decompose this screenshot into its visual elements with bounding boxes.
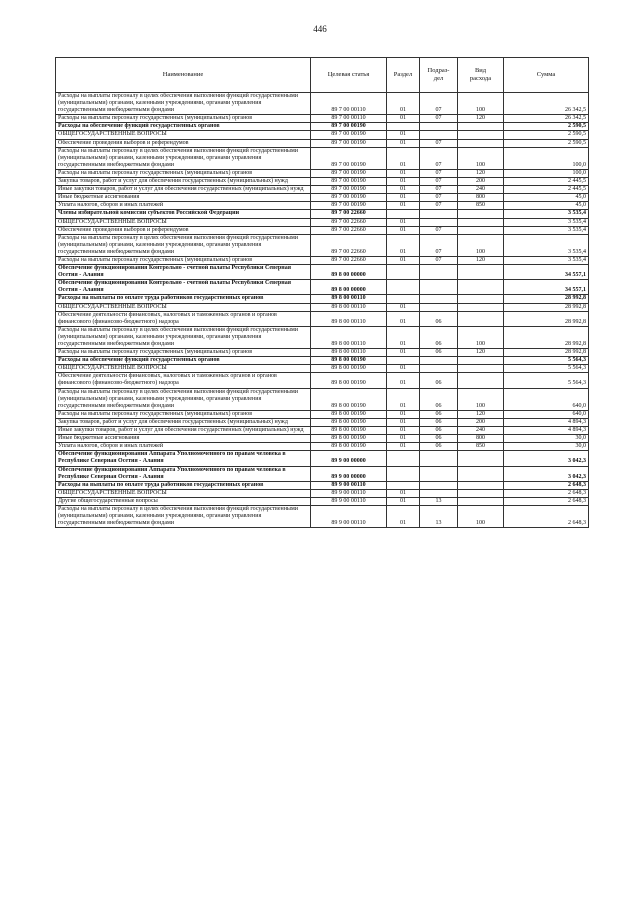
cell-section [387,466,420,481]
cell-exp-type [458,218,504,226]
cell-subsection: 06 [420,427,458,435]
cell-target: 89 7 00 00190 [311,139,387,147]
table-body [56,93,589,528]
cell-exp-type: 100 [458,93,504,115]
cell-subsection: 07 [420,178,458,186]
header-subsection: Подраз- дел [420,58,458,93]
cell-target: 89 7 00 00110 [311,93,387,115]
cell-sum: 2 648,3 [504,481,589,489]
header-exp-type: Вид расхода [458,58,504,93]
cell-section: 01 [387,303,420,311]
cell-subsection [420,131,458,139]
cell-exp-type: 100 [458,234,504,256]
cell-sum: 100,0 [504,147,589,169]
table-row [56,93,589,115]
cell-target: 89 9 00 00110 [311,489,387,497]
cell-exp-type: 200 [458,178,504,186]
cell-target: 89 8 00 00190 [311,388,387,410]
table-row [56,481,589,489]
cell-subsection [420,265,458,280]
cell-name: Расходы на выплаты персоналу государственных (муниципальных) органов [56,410,311,418]
cell-target: 89 8 00 00110 [311,311,387,326]
cell-sum: 30,0 [504,435,589,443]
cell-subsection [420,489,458,497]
cell-exp-type [458,280,504,295]
table-row [56,147,589,169]
cell-section: 01 [387,202,420,210]
table-row [56,265,589,280]
table-row [56,497,589,505]
cell-subsection: 07 [420,147,458,169]
cell-section: 01 [387,373,420,388]
table-row [56,349,589,357]
cell-section: 01 [387,256,420,264]
table-header-row [56,58,589,93]
cell-subsection: 06 [420,388,458,410]
table-row [56,295,589,303]
table-row [56,365,589,373]
cell-exp-type [458,139,504,147]
cell-section: 01 [387,388,420,410]
table-row [56,357,589,365]
cell-name: Обеспечение проведения выборов и референдумов [56,139,311,147]
table-row [56,311,589,326]
cell-sum: 640,0 [504,410,589,418]
cell-target: 89 8 00 00110 [311,326,387,348]
cell-target: 89 7 00 22660 [311,218,387,226]
cell-exp-type: 800 [458,194,504,202]
cell-section: 01 [387,131,420,139]
cell-sum: 2 648,3 [504,497,589,505]
cell-exp-type: 120 [458,410,504,418]
cell-subsection: 06 [420,349,458,357]
cell-section: 01 [387,410,420,418]
cell-name: Члены избирательной комиссии субъектов Российской Федерации [56,210,311,218]
cell-target: 89 9 00 00110 [311,497,387,505]
cell-section: 01 [387,93,420,115]
table-row [56,115,589,123]
cell-sum: 28 992,8 [504,303,589,311]
cell-subsection: 06 [420,410,458,418]
cell-target: 89 8 00 00000 [311,280,387,295]
cell-name: Расходы на выплаты персоналу в целях обеспечения выполнения функций государственными (муниципальными) органами, казенными учреждениями, органами управления государственными внебюджетными фондами [56,326,311,348]
header-sum: Сумма [504,58,589,93]
table-row [56,131,589,139]
cell-sum: 45,0 [504,202,589,210]
cell-sum: 3 535,4 [504,234,589,256]
cell-subsection [420,280,458,295]
cell-sum: 3 535,4 [504,256,589,264]
cell-name: ОБЩЕГОСУДАРСТВЕННЫЕ ВОПРОСЫ [56,365,311,373]
cell-sum: 4 894,3 [504,427,589,435]
cell-subsection: 07 [420,234,458,256]
cell-name: Расходы на выплаты по оплате труда работников государственных органов [56,295,311,303]
cell-exp-type: 200 [458,418,504,426]
cell-name: Расходы на выплаты персоналу в целях обеспечения выполнения функций государственными (муниципальными) органами, казенными учреждениями, органами управления государственными внебюджетными фондами [56,234,311,256]
cell-subsection [420,357,458,365]
cell-section: 01 [387,147,420,169]
cell-name: ОБЩЕГОСУДАРСТВЕННЫЕ ВОПРОСЫ [56,489,311,497]
cell-subsection: 06 [420,443,458,451]
cell-sum: 28 992,8 [504,349,589,357]
cell-section: 01 [387,186,420,194]
cell-target: 89 8 00 00000 [311,265,387,280]
cell-section: 01 [387,139,420,147]
cell-section: 01 [387,234,420,256]
cell-name: Расходы на выплаты персоналу государственных (муниципальных) органов [56,169,311,177]
cell-subsection: 07 [420,93,458,115]
table-row [56,226,589,234]
cell-sum: 45,0 [504,194,589,202]
cell-name: Обеспечение функционирования Контрольно - счетной палаты Республики Северная Осетия - Алания [56,280,311,295]
cell-target: 89 8 00 00190 [311,418,387,426]
cell-subsection: 06 [420,311,458,326]
cell-name: Уплата налогов, сборов и иных платежей [56,202,311,210]
table-row [56,373,589,388]
cell-target: 89 7 00 22660 [311,226,387,234]
cell-name: Уплата налогов, сборов и иных платежей [56,443,311,451]
cell-target: 89 7 00 00190 [311,123,387,131]
cell-exp-type: 850 [458,443,504,451]
cell-name: Обеспечение функционирования Контрольно - счетной палаты Республики Северная Осетия - Алания [56,265,311,280]
cell-target: 89 9 00 00110 [311,481,387,489]
cell-exp-type: 240 [458,427,504,435]
cell-exp-type [458,210,504,218]
cell-name: Обеспечение проведения выборов и референдумов [56,226,311,234]
cell-name: Расходы на выплаты персоналу в целях обеспечения выполнения функций государственными (муниципальными) органами, казенными учреждениями, органами управления государственными внебюджетными фондами [56,147,311,169]
cell-section [387,451,420,466]
cell-sum: 3 535,4 [504,210,589,218]
cell-exp-type [458,311,504,326]
cell-name: Другие общегосударственные вопросы [56,497,311,505]
cell-subsection: 06 [420,373,458,388]
cell-sum: 2 648,3 [504,505,589,527]
cell-target: 89 8 00 00190 [311,373,387,388]
cell-sum: 2 445,5 [504,178,589,186]
cell-exp-type [458,451,504,466]
cell-sum: 2 590,5 [504,131,589,139]
cell-target: 89 7 00 00190 [311,147,387,169]
table-row [56,427,589,435]
cell-exp-type: 120 [458,115,504,123]
cell-exp-type: 240 [458,186,504,194]
cell-exp-type: 120 [458,169,504,177]
table-row [56,194,589,202]
cell-exp-type: 100 [458,326,504,348]
cell-section [387,210,420,218]
cell-exp-type: 100 [458,505,504,527]
cell-section [387,357,420,365]
cell-target: 89 7 00 22660 [311,256,387,264]
cell-exp-type [458,131,504,139]
cell-exp-type [458,357,504,365]
cell-section: 01 [387,218,420,226]
cell-section: 01 [387,435,420,443]
cell-section: 01 [387,497,420,505]
table-row [56,280,589,295]
table-row [56,505,589,527]
table-row [56,218,589,226]
cell-sum: 3 535,4 [504,226,589,234]
cell-name: Обеспечение деятельности финансовых, налоговых и таможенных органов и органов финансового (финансово-бюджетного) надзора [56,373,311,388]
cell-target: 89 7 00 00190 [311,178,387,186]
cell-sum: 2 648,3 [504,489,589,497]
cell-section: 01 [387,169,420,177]
cell-section [387,265,420,280]
cell-target: 89 8 00 00190 [311,410,387,418]
cell-name: Расходы на обеспечение функций государственных органов [56,123,311,131]
cell-name: ОБЩЕГОСУДАРСТВЕННЫЕ ВОПРОСЫ [56,218,311,226]
cell-section: 01 [387,365,420,373]
cell-target: 89 7 00 00110 [311,115,387,123]
cell-exp-type: 120 [458,256,504,264]
cell-subsection: 06 [420,326,458,348]
cell-sum: 3 042,3 [504,466,589,481]
cell-subsection: 07 [420,194,458,202]
cell-name: Иные бюджетные ассигнования [56,435,311,443]
cell-target: 89 8 00 00190 [311,435,387,443]
cell-sum: 2 590,5 [504,123,589,131]
table-row [56,186,589,194]
cell-target: 89 9 00 00000 [311,451,387,466]
cell-subsection [420,295,458,303]
table-row [56,326,589,348]
cell-sum: 5 564,3 [504,357,589,365]
table-row [56,466,589,481]
cell-target: 89 7 00 00190 [311,169,387,177]
cell-exp-type [458,373,504,388]
cell-subsection [420,466,458,481]
cell-section: 01 [387,194,420,202]
cell-sum: 2 445,5 [504,186,589,194]
cell-target: 89 9 00 00000 [311,466,387,481]
cell-target: 89 7 00 00190 [311,131,387,139]
cell-name: Иные закупки товаров, работ и услуг для обеспечения государственных (муниципальных) нужд [56,186,311,194]
cell-name: Обеспечение функционирования Аппарата Уполномоченного по правам человека в Республике Северная Осетия - Алания [56,466,311,481]
cell-exp-type [458,226,504,234]
cell-name: Расходы на выплаты персоналу в целях обеспечения выполнения функций государственными (муниципальными) органами, казенными учреждениями, органами управления государственными внебюджетными фондами [56,505,311,527]
cell-section: 01 [387,115,420,123]
table-row [56,123,589,131]
cell-subsection: 07 [420,169,458,177]
cell-exp-type [458,265,504,280]
table-row [56,388,589,410]
table-row [56,139,589,147]
cell-target: 89 8 00 00110 [311,349,387,357]
cell-subsection: 07 [420,115,458,123]
cell-sum: 3 042,3 [504,451,589,466]
cell-exp-type [458,481,504,489]
cell-subsection [420,451,458,466]
table-row [56,202,589,210]
cell-sum: 28 992,8 [504,311,589,326]
cell-section: 01 [387,489,420,497]
table-row [56,234,589,256]
cell-target: 89 7 00 00190 [311,186,387,194]
cell-exp-type: 100 [458,147,504,169]
cell-section [387,123,420,131]
cell-sum: 28 992,8 [504,295,589,303]
cell-section: 01 [387,427,420,435]
table-row [56,410,589,418]
cell-subsection: 07 [420,226,458,234]
cell-name: Расходы на выплаты персоналу государственных (муниципальных) органов [56,115,311,123]
cell-target: 89 7 00 22660 [311,234,387,256]
header-target: Целевая статья [311,58,387,93]
cell-target: 89 8 00 00110 [311,295,387,303]
table-row [56,256,589,264]
cell-exp-type [458,303,504,311]
cell-section: 01 [387,326,420,348]
cell-name: Расходы на выплаты персоналу государственных (муниципальных) органов [56,256,311,264]
cell-sum: 30,0 [504,443,589,451]
cell-section: 01 [387,311,420,326]
cell-section [387,280,420,295]
cell-subsection: 07 [420,256,458,264]
table-row [56,435,589,443]
cell-subsection: 06 [420,418,458,426]
cell-sum: 5 564,3 [504,365,589,373]
cell-name: Закупка товаров, работ и услуг для обеспечения государственных (муниципальных) нужд [56,178,311,186]
cell-exp-type [458,123,504,131]
cell-subsection: 07 [420,202,458,210]
cell-target: 89 7 00 22660 [311,210,387,218]
cell-target: 89 8 00 00190 [311,357,387,365]
cell-exp-type [458,497,504,505]
cell-subsection [420,481,458,489]
cell-sum: 28 992,8 [504,326,589,348]
cell-target: 89 8 00 00190 [311,427,387,435]
cell-section: 01 [387,178,420,186]
table-row [56,418,589,426]
cell-sum: 26 342,5 [504,93,589,115]
cell-name: ОБЩЕГОСУДАРСТВЕННЫЕ ВОПРОСЫ [56,303,311,311]
cell-subsection: 06 [420,435,458,443]
cell-section [387,481,420,489]
cell-subsection: 13 [420,505,458,527]
cell-subsection [420,303,458,311]
cell-exp-type: 100 [458,388,504,410]
cell-name: ОБЩЕГОСУДАРСТВЕННЫЕ ВОПРОСЫ [56,131,311,139]
cell-exp-type [458,365,504,373]
cell-subsection: 07 [420,139,458,147]
cell-target: 89 8 00 00190 [311,443,387,451]
table-row [56,178,589,186]
cell-exp-type: 850 [458,202,504,210]
cell-sum: 4 894,3 [504,418,589,426]
cell-exp-type: 120 [458,349,504,357]
table-row [56,303,589,311]
cell-sum: 5 564,3 [504,373,589,388]
cell-section [387,295,420,303]
cell-name: Иные бюджетные ассигнования [56,194,311,202]
cell-sum: 3 535,4 [504,218,589,226]
table-row [56,210,589,218]
cell-name: Расходы на выплаты персоналу в целях обеспечения выполнения функций государственными (муниципальными) органами, казенными учреждениями, органами управления государственными внебюджетными фондами [56,93,311,115]
table-row [56,169,589,177]
cell-exp-type: 800 [458,435,504,443]
budget-table [55,57,589,528]
cell-target: 89 8 00 00110 [311,303,387,311]
cell-section: 01 [387,349,420,357]
cell-subsection [420,218,458,226]
page-number: 446 [313,24,327,34]
cell-sum: 26 342,5 [504,115,589,123]
cell-section: 01 [387,418,420,426]
table-row [56,489,589,497]
cell-section: 01 [387,226,420,234]
cell-name: Иные закупки товаров, работ и услуг для обеспечения государственных (муниципальных) нужд [56,427,311,435]
cell-sum: 34 557,1 [504,280,589,295]
cell-target: 89 7 00 00190 [311,194,387,202]
cell-subsection [420,365,458,373]
cell-exp-type [458,295,504,303]
cell-section: 01 [387,443,420,451]
cell-name: Расходы на обеспечение функций государственных органов [56,357,311,365]
cell-name: Обеспечение деятельности финансовых, налоговых и таможенных органов и органов финансового (финансово-бюджетного) надзора [56,311,311,326]
cell-target: 89 7 00 00190 [311,202,387,210]
cell-subsection: 07 [420,186,458,194]
cell-name: Расходы на выплаты персоналу в целях обеспечения выполнения функций государственными (муниципальными) органами, казенными учреждениями, органами управления государственными внебюджетными фондами [56,388,311,410]
cell-sum: 34 557,1 [504,265,589,280]
cell-target: 89 9 00 00110 [311,505,387,527]
cell-name: Расходы на выплаты по оплате труда работников государственных органов [56,481,311,489]
cell-name: Расходы на выплаты персоналу государственных (муниципальных) органов [56,349,311,357]
cell-exp-type [458,466,504,481]
cell-subsection [420,123,458,131]
cell-sum: 640,0 [504,388,589,410]
cell-sum: 2 590,5 [504,139,589,147]
cell-sum: 100,0 [504,169,589,177]
header-name: Наименование [56,58,311,93]
cell-subsection: 13 [420,497,458,505]
cell-exp-type [458,489,504,497]
cell-subsection [420,210,458,218]
cell-target: 89 8 00 00190 [311,365,387,373]
header-section: Раздел [387,58,420,93]
table-row [56,443,589,451]
cell-name: Обеспечение функционирования Аппарата Уполномоченного по правам человека в Республике Северная Осетия - Алания [56,451,311,466]
cell-section: 01 [387,505,420,527]
table-row [56,451,589,466]
cell-name: Закупка товаров, работ и услуг для обеспечения государственных (муниципальных) нужд [56,418,311,426]
